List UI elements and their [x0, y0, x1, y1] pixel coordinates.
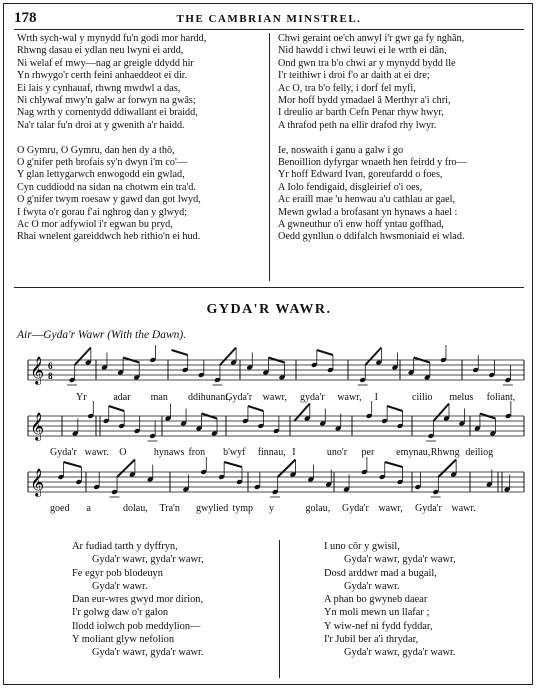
verse-line: Ar fudiad tarth y dyffryn, [72, 541, 178, 552]
verse-line: A gwneuthur o'i enw hoff yntau goffhad, [278, 219, 444, 231]
verse-line: Gyda'r wawr. [344, 580, 400, 592]
verse-line: Gyda'r wawr, gyda'r wawr, [344, 554, 456, 566]
lyric-syllable: I [374, 392, 378, 403]
lyric-syllable: hynaws [153, 447, 185, 458]
verse-line: A Iolo fendigaid, disgleirief o'i oes, [278, 181, 423, 193]
verse-line: Dan eur-wres gwyd mor dirion, [72, 594, 204, 606]
verse-line: Y glan lettygarwch enwogodd ein gwlad, [17, 169, 185, 181]
lyric-syllable: ciilio [412, 392, 433, 403]
lyric-syllable: emynau, [396, 447, 431, 458]
verse-line: Dosd arddwr mad a bugail, [324, 567, 437, 579]
note-beam [224, 462, 242, 467]
note-beam [109, 406, 124, 411]
lyric-syllable: golau, [305, 503, 331, 514]
lyric-syllable: wawr. [451, 503, 476, 514]
verse-line: I dreulio ar barth Cefn Penar rhyw hwyr, [278, 107, 444, 119]
verse-line: I'r Jubil ber a'i thrydar, [324, 634, 419, 646]
verse-line: O Gymru, O Gymru, dan hen dy a thô, [17, 144, 175, 156]
note-beam [172, 350, 188, 355]
lyric-syllable: a [86, 503, 91, 514]
verse-line: Benoillion dyfyrgar wnaeth hen feirdd y fro— [278, 157, 467, 169]
lyric-syllable: Gyda'r [342, 503, 369, 514]
treble-clef-icon: 𝄞 [30, 412, 45, 440]
lyric-syllable: ddihunant, [188, 392, 231, 403]
lyric-syllable: b'wyf [223, 447, 246, 458]
verse-line: Mewn gwlad a brofasant yn hynaws a hael : [278, 206, 458, 218]
lyric-syllable: wawr, [378, 503, 403, 514]
lyric-syllable: Yr [76, 392, 87, 403]
time-signature-top: 6 [48, 361, 53, 371]
verse-line: A thrafod peth na ellir drafod rhy lwyr. [278, 119, 437, 131]
verse-line: O g'nifer peth brofais sy'n dwyn i'm co'— [17, 157, 188, 169]
verse-line: A phan bo gwyneb daear [324, 594, 428, 606]
verse-line: Y moliant glyw nefolion [72, 634, 175, 646]
verse-line: Mor hoff bydd ymadael â Merthyr a'i chri, [278, 95, 451, 107]
verse-line: Ac eraill mae 'u henwau a'u cathlau ar gael, [278, 194, 456, 206]
lyric-syllable: gwylied [196, 503, 229, 514]
lyric-syllable: deiliog [465, 447, 494, 458]
lyric-syllable: Gyda'r [225, 392, 253, 403]
verse-line: Yr hoff Edward Ivan, goreufardd o foes, [278, 169, 443, 181]
verse-line: Ei lais y cynhauaf, rhwng mwdwl a das, [17, 82, 181, 94]
page-number: 178 [14, 10, 37, 26]
verse-line: Chwi geraint oe'ch anwyl i'r gwr ga fy nghân, [278, 33, 465, 44]
verse-line: Gyda'r wawr. [92, 580, 148, 592]
air-translation: (With the Dawn). [107, 329, 187, 341]
verse-line: Ac O mor adfywiol i'r egwan bu pryd, [17, 219, 173, 231]
verse-line: Wrth sych-wal y mynydd fu'n godi mor hardd, [17, 33, 207, 44]
lyric-syllable: foliant, [486, 392, 516, 403]
verse-line: O g'nifer twym roesaw y gawd dan got lwyd, [17, 194, 201, 206]
note-beam [385, 462, 403, 467]
verse-line: Na'r talar fu'n droi at y gwenith a'r haidd. [17, 119, 185, 131]
verse-line: Cyn cuddiodd na sidan na chotwm ein tra'd. [17, 181, 196, 193]
verse-line: Gyda'r wawr, gyda'r wawr, [92, 554, 204, 566]
lyric-syllable: man [150, 392, 168, 403]
verse-left-column [72, 540, 204, 660]
lyric-syllable: goed [50, 503, 70, 514]
lyric-syllable: finnau, [257, 447, 286, 458]
verse-line: Yn rhwygo'r certh feini anhaeddeot ei dir. [17, 70, 188, 82]
lyric-syllable: tymp [232, 503, 254, 514]
air-prefix: Air [17, 329, 32, 341]
verse-line: Ni welaf ef mwy—nag ar greigle ddydd hir [17, 57, 194, 69]
verse-line: Fe egyr pob blodeuyn [72, 567, 163, 579]
verse-line: Ond gwn tra b'o chwi ar y mynydd bydd lle [278, 57, 456, 69]
air-name: Gyda'r Wawr [43, 329, 105, 341]
treble-clef-icon: 𝄞 [30, 468, 45, 496]
verse-line: I'r teithiwr i droi f'o ar daith at ei dre; [278, 70, 430, 82]
lyric-syllable: per [361, 447, 375, 458]
verse-line: Ilodd iolwch pob meddylion— [72, 620, 201, 632]
time-signature-bottom: 8 [48, 371, 53, 381]
song-title: GYDA'R WAWR. [206, 302, 332, 317]
verse-right-column [324, 540, 456, 660]
verse-divider [279, 540, 280, 678]
verse-line: Gyda'r wawr, gyda'r wawr. [344, 647, 456, 659]
verse-line: Ni chlywaf mwy'n galw ar forwyn na gwâs; [17, 95, 196, 107]
lyric-syllable: dolau, [123, 503, 148, 514]
verse-line: Yn moli mewn un llafar ; [324, 607, 430, 619]
lyric-syllable: melus [449, 392, 474, 403]
verse-line: Nid hawdd i chwi leuwi ei le wrth ei dân, [278, 45, 447, 57]
running-title: THE CAMBRIAN MINSTREL. [176, 13, 362, 25]
lyric-syllable: wawr, [262, 392, 287, 403]
note-beam [387, 406, 402, 411]
note-beam [248, 406, 263, 411]
verse-line: Ac O, tra b'o felly, i dorf fel myfi, [278, 82, 416, 94]
lyric-syllable: Gyda'r [415, 503, 442, 514]
note-beam [317, 350, 333, 355]
verse-line: I'r golwg daw o'r galon [72, 607, 169, 619]
lyric-syllable: adar [113, 392, 131, 403]
lyric-syllable: O [119, 447, 127, 458]
lyric-syllable: I [292, 447, 296, 458]
verse-line: Gyda'r wawr, gyda'r wawr. [92, 647, 204, 659]
verse-line: I uno côr y gwisil, [324, 541, 400, 552]
lyric-syllable: Rhwng [430, 447, 460, 458]
note-beam [64, 462, 82, 467]
lyric-syllable: Gyda'r [50, 447, 77, 458]
lyric-syllable: Tra'n [159, 503, 180, 514]
verse-line: Rhai wnelent gareiddwch heb rithio'n ei hud. [17, 231, 201, 243]
verse-line: Oedd gynllun o ddifalch hwsmoniaid ei wlad. [278, 231, 465, 243]
lyric-syllable: fron [188, 447, 206, 458]
air-line: Air—Gyda'r Wawr (With the Dawn). [17, 329, 187, 341]
lyric-syllable: wawr. [84, 447, 109, 458]
verse-line: I fwyta o'r gorau f'ai nghrog dan y glwyd; [17, 206, 188, 218]
lyric-syllable: y [269, 503, 274, 514]
lyric-syllable: wawr, [337, 392, 362, 403]
verse-line: Rhwng dasau ei ydlan neu lwyni ei ardd, [17, 45, 184, 57]
treble-clef-icon: 𝄞 [30, 356, 45, 384]
verse-line: Nag wrth y cornentydd ddiwallant ei braidd, [17, 107, 198, 119]
verse-line: Y wiw-nef ni fydd fyddar, [324, 620, 433, 632]
verse-line: Ie, noswaith i ganu a galw i go [278, 144, 404, 156]
lyric-syllable: gyda'r [300, 392, 325, 403]
lyric-syllable: uno'r [326, 447, 348, 458]
